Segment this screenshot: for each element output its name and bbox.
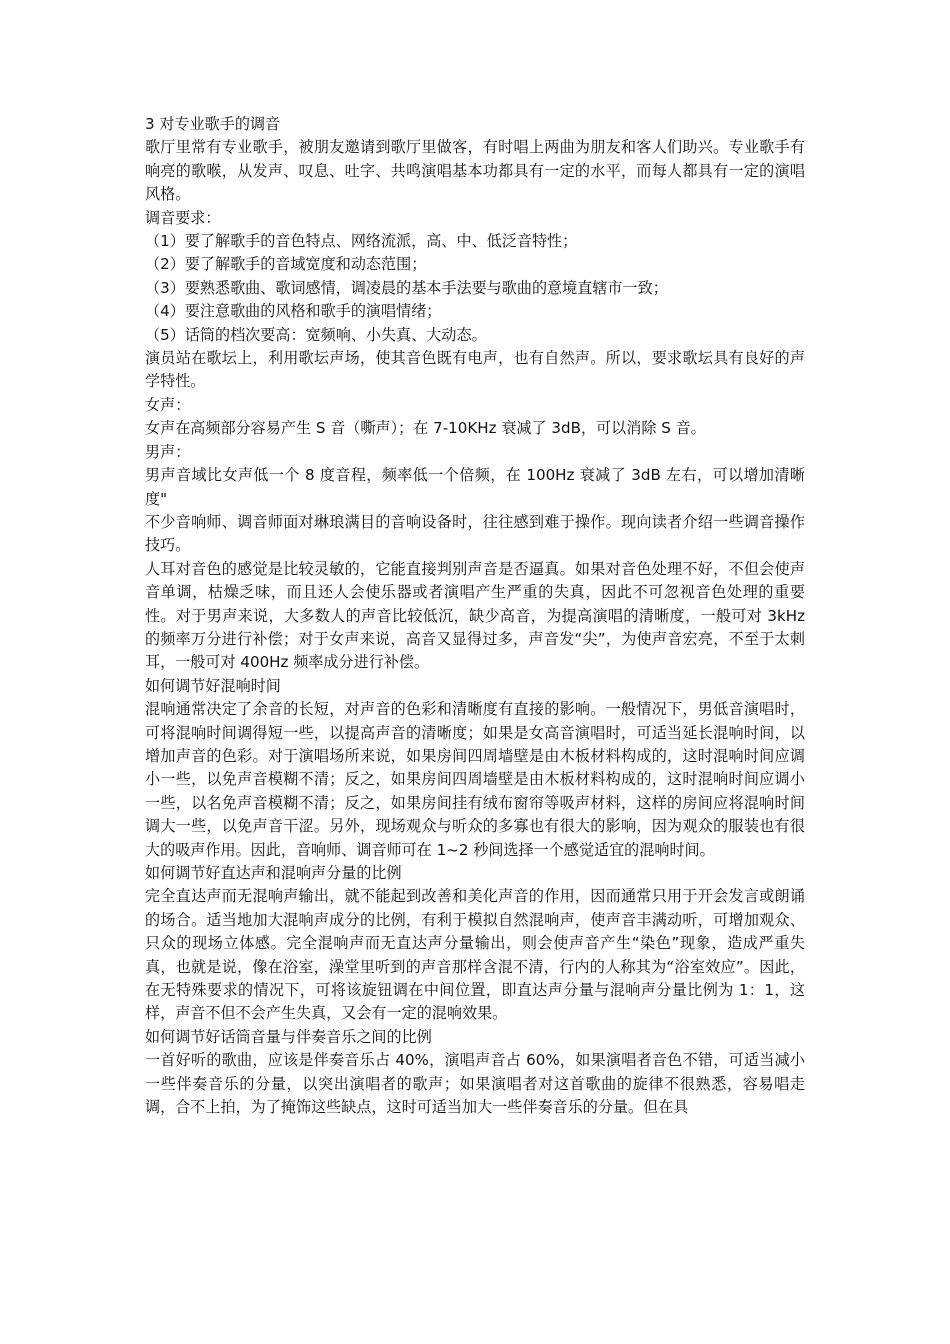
reverb-time-heading: 如何调节好混响时间 <box>145 676 281 695</box>
document-page <box>145 113 805 1119</box>
mic-accompaniment-paragraph: 一首好听的歌曲，应该是伴奏音乐占 40%，演唱声音占 60%，如果演唱者音色不错，可适当减小一些伴奏音乐的分量，以突出演唱者的歌声；如果演唱者对这首歌曲的旋律不很熟悉，容易唱走调，合不上拍，为了掩饰这些缺点，这时可适当加大一些伴奏音乐的分量。但在具 <box>145 1051 805 1117</box>
mic-accompaniment-heading: 如何调节好话筒音量与伴奏音乐之间的比例 <box>145 1027 432 1046</box>
requirements-label: 调音要求： <box>145 208 221 227</box>
direct-reverb-ratio-heading: 如何调节好直达声和混响声分量的比例 <box>145 864 402 882</box>
male-voice-paragraph: 男声音域比女声低一个 8 度音程，频率低一个倍频，在 100Hz 衰减了 3dB 左右，可以增加清晰度" <box>145 466 805 508</box>
tips-intro-paragraph: 不少音响师、调音师面对琳琅满目的音响设备时，往往感到难于操作。现向读者介绍一些调音操作技巧。 <box>145 512 805 555</box>
requirement-item: （5）话筒的档次要高：宽频响、小失真、大动态。 <box>145 325 487 344</box>
direct-reverb-ratio-paragraph: 完全直达声而无混响声输出，就不能起到改善和美化声音的作用，因而通常只用于开会发言或朗诵的场合。适当地加大混响声成分的比例，有利于模拟自然混响声，使声音丰满动听，可增加观众、只众的现场立体感。完全混响声而无直达声分量输出，则会使声音产生“染色”现象，造成严重失真，也就是说，像在浴室，澡堂里听到的声音那样含混不清，行内的人称其为“浴室效应”。因此，在无特殊要求的情况下，可将该旋钮调在中间位置，即直达声分量与混响声分量比例为 1：1，这样，声音不但不会产生失真，又会有一定的混响效果。 <box>145 887 805 1023</box>
male-voice-label: 男声： <box>145 442 191 461</box>
requirement-item: （4）要注意歌曲的风格和歌手的演唱情绪； <box>145 302 442 321</box>
requirement-item: （2）要了解歌手的音域宽度和动态范围； <box>145 255 427 274</box>
intro-paragraph: 歌厅里常有专业歌手，被朋友邀请到歌厅里做客，有时唱上两曲为朋友和客人们助兴。专业歌手有响亮的歌喉，从发声、叹息、吐字、共鸣演唱基本功都具有一定的水平，而每人都具有一定的演唱风格。 <box>145 138 805 204</box>
timbre-paragraph: 人耳对音色的感觉是比较灵敏的，它能直接判别声音是否逼真。如果对音色处理不好，不但会使声音单调，枯燥乏味，而且还人会使乐器或者演唱产生严重的失真，因此不可忽视音色处理的重要性。对于男声来说，大多数人的声音比较低沉，缺少高音，为提高演唱的清晰度，一般可对 3kHz 的频率万分进行补偿；对于女声来说，高音又显得过多，声音发“尖”，为使声音宏亮，不至于太刺耳，一般可对 400Hz 频率成分进行补偿。 <box>145 559 805 672</box>
stage-note-paragraph: 演员站在歌坛上，利用歌坛声场，使其音色既有电声，也有自然声。所以，要求歌坛具有良好的声学特性。 <box>145 349 805 391</box>
female-voice-label: 女声： <box>145 395 191 414</box>
section-title: 3 对专业歌手的调音 <box>145 115 281 133</box>
female-voice-paragraph: 女声在高频部分容易产生 S 音（嘶声）；在 7-10KHz 衰减了 3dB，可以消除 S 音。 <box>145 419 706 438</box>
requirement-item: （1）要了解歌手的音色特点、网络流派，高、中、低泛音特性； <box>145 232 578 251</box>
reverb-time-paragraph: 混响通常决定了余音的长短，对声音的色彩和清晰度有直接的影响。一般情况下，男低音演唱时，可将混响时间调得短一些，以提高声音的清晰度；如果是女高音演唱时，可适当延长混响时间，以增加声音的色彩。对于演唱场所来说，如果房间四周墙壁是由木板材料构成的，这时混响时间应调小一些，以免声音模糊不清；反之，如果房间四周墙壁是由木板材料构成的，这时混响时间应调小一些，以名免声音模糊不清；反之，如果房间挂有绒布窗帘等吸声材料，这样的房间应将混响时间调大一些，以免声音干涩。另外，现场观众与听众的多寡也有很大的影响，因为观众的服装也有很大的吸声作用。因此，音响师、调音师可在 1~2 秒间选择一个感觉适宜的混响时间。 <box>145 700 805 859</box>
requirement-item: （3）要熟悉歌曲、歌词感情，调凌晨的基本手法要与歌曲的意境直辖市一致； <box>145 278 668 297</box>
